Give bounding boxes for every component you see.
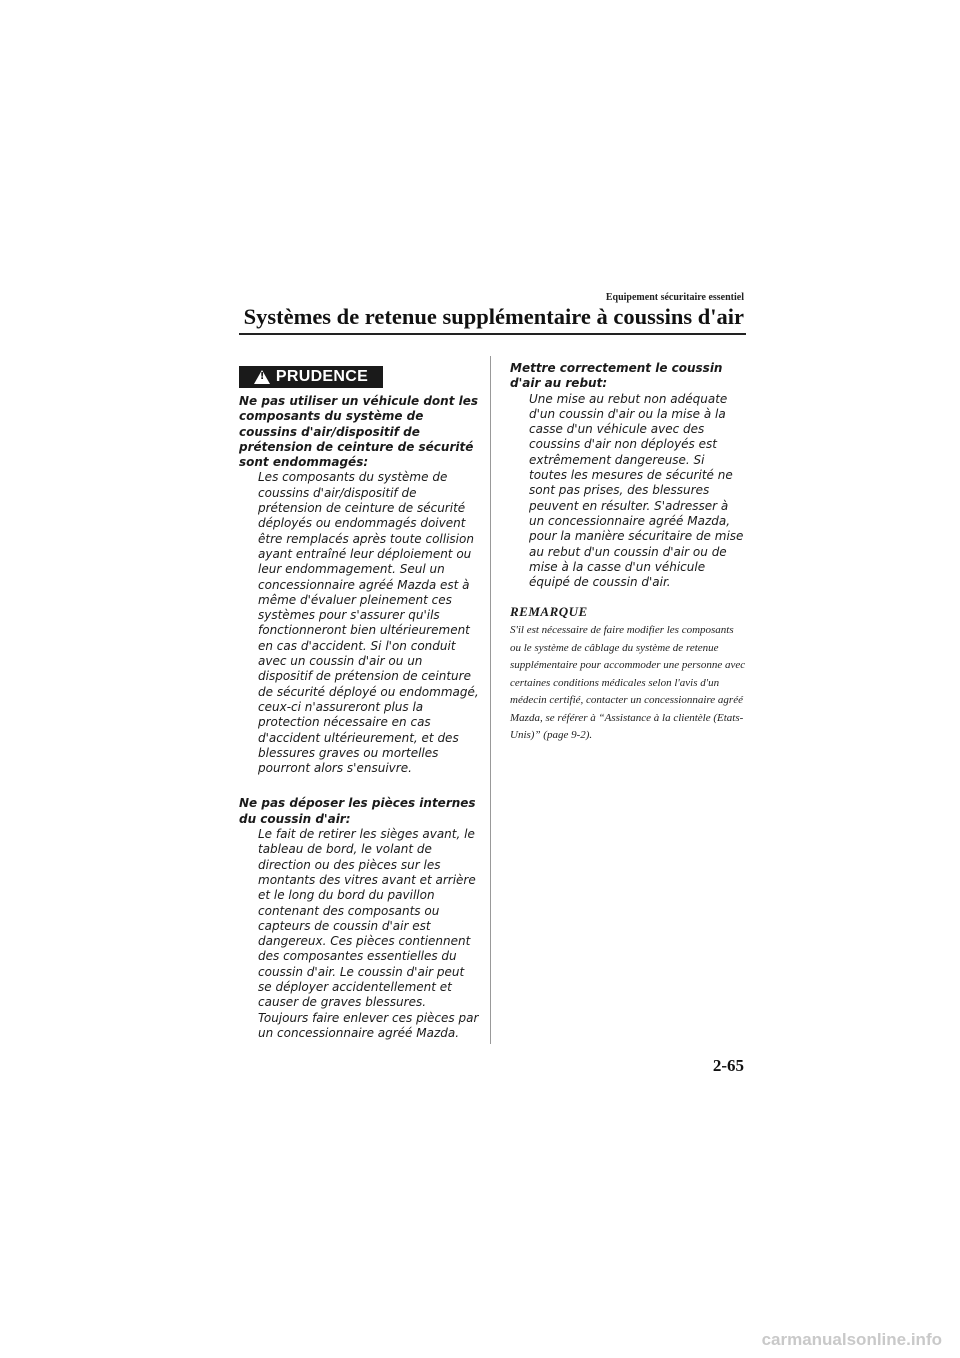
warning-item-heading: Ne pas utiliser un véhicule dont les composants du système de coussins d'air/dispositif de prétension de ceinture de sécurité sont endommagés: <box>239 394 479 470</box>
watermark-text: carmanualsonline.info <box>761 1330 942 1349</box>
page-title: Systèmes de retenue supplémentaire à coussins d'air <box>243 304 744 329</box>
warning-item-heading: Mettre correctement le coussin d'air au rebut: <box>510 361 723 391</box>
warning-item-body: Une mise au rebut non adéquate d'un coussin d'air ou la mise à la casse d'un véhicule avec des coussins d'air non déployés est extrêmement dangereuse. Si toutes les mesures de sécurité ne sont pas prises, des blessures peuvent en résulter. S'adresser à un concessionnaire agréé Mazda, pour la manière sécuritaire de mise au rebut d'un coussin d'air ou de mise à la casse d'un véhicule équipé de coussin d'air. <box>529 391 744 590</box>
page-number: 2-65 <box>712 1056 744 1075</box>
note-body: S'il est nécessaire de faire modifier les composants ou le système de câblage du système de retenue supplémentaire pour accommoder une personne avec certaines conditions médicales selon l'avis d'un médecin certifié, contacter un concessionnaire agréé Mazda, se référer à “Assistance à la clientèle (Etats-Unis)” (page 9-2). <box>510 624 746 742</box>
warning-label: PRUDENCE <box>275 368 369 385</box>
left-column <box>239 366 479 1041</box>
header-section-label: Equipement sécuritaire essentiel <box>605 292 744 303</box>
note-heading: REMARQUE <box>510 604 588 620</box>
warning-banner <box>239 366 383 388</box>
warning-item-body: Le fait de retirer les sièges avant, le tableau de bord, le volant de direction ou des pièces sur les montants des vitres avant et arrière et le long du bord du pavillon contenant des composants ou capteurs de coussin d'air est dangereux. Ces pièces contiennent des composantes essentielles du coussin d'air. Le coussin d'air peut se déployer accidentellement et causer de graves blessures. Toujours faire enlever ces pièces par un concessionnaire agréé Mazda. <box>258 827 479 1040</box>
warning-item-heading: Ne pas déposer les pièces internes du coussin d'air: <box>239 796 476 826</box>
column-divider <box>490 356 491 1044</box>
warning-item-body: Les composants du système de coussins d'air/dispositif de prétension de ceinture de sécurité déployés ou endommagés doivent être remplacés après toute collision ayant entraîné leur déploiement ou leur endommagement. Seul un concessionnaire agréé Mazda est à même d'évaluer pleinement ces systèmes pour s'assurer qu'ils fonctionneront bien ultérieurement en cas d'accident. Si l'on conduit avec un coussin d'air ou un dispositif de prétension de ceinture de sécurité déployé ou endommagé, ceux-ci n'assureront plus la protection nécessaire en cas d'accident ultérieurement, et des blessures graves ou mortelles pourront alors s'ensuivre. <box>258 470 479 776</box>
right-column <box>510 361 746 745</box>
warning-triangle-icon <box>254 370 270 384</box>
header-rule <box>239 333 746 335</box>
